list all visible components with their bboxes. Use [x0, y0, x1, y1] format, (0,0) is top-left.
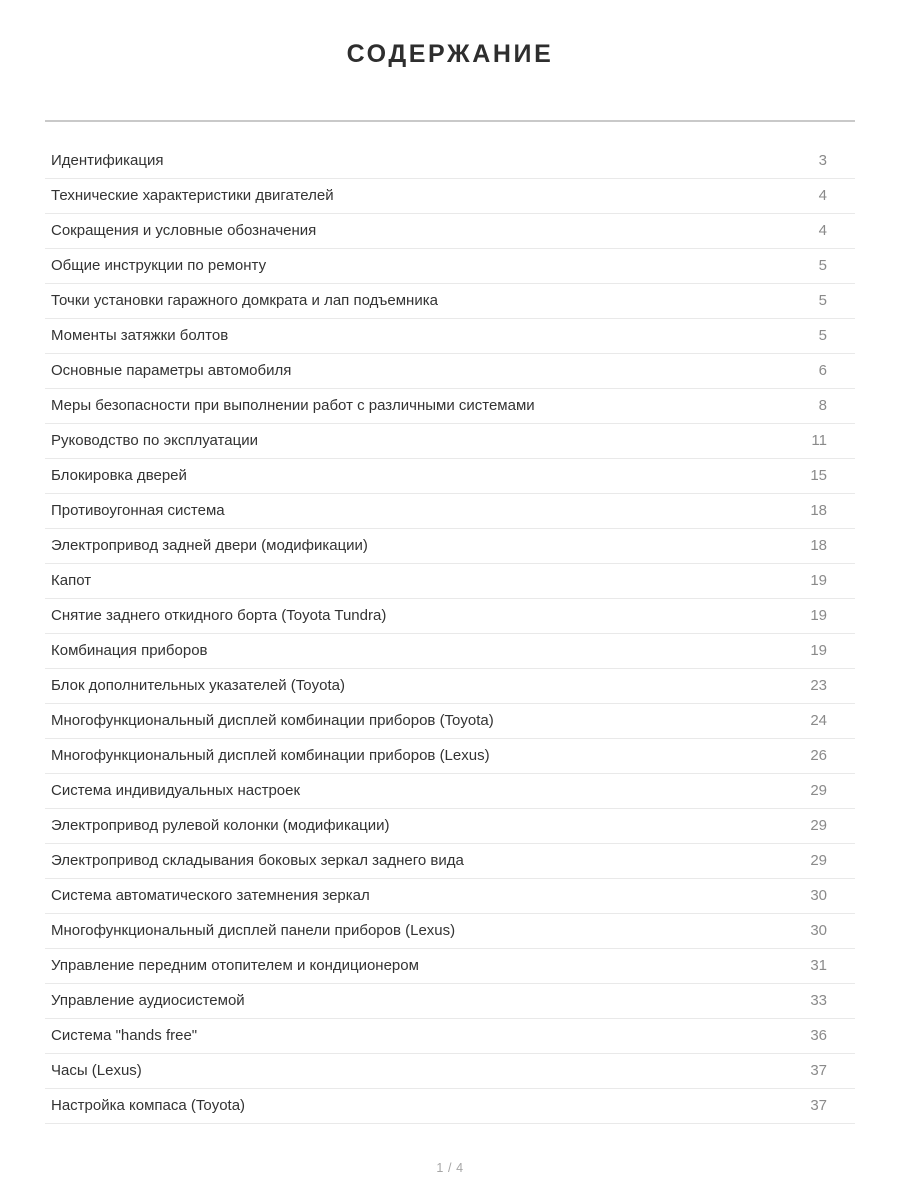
toc-entry-page: 11: [757, 423, 855, 458]
toc-entry-page: 6: [757, 353, 855, 388]
page-footer: [0, 1136, 900, 1200]
toc-entry-title[interactable]: Блокировка дверей: [45, 458, 757, 493]
title-divider: [45, 120, 855, 122]
toc-entry-page: 30: [757, 878, 855, 913]
toc-entry-title[interactable]: Электропривод складывания боковых зеркал заднего вида: [45, 843, 757, 878]
toc-entry-page: 23: [757, 668, 855, 703]
toc-entry[interactable]: [45, 144, 855, 179]
toc-entry-page: 18: [757, 528, 855, 563]
toc-entry-title[interactable]: Электропривод задней двери (модификации): [45, 528, 757, 563]
toc-entry-page: 19: [757, 633, 855, 668]
page-title: СОДЕРЖАНИЕ: [346, 40, 554, 68]
toc-entry[interactable]: [45, 948, 855, 983]
toc-entry-page: 3: [757, 144, 855, 179]
toc-entry[interactable]: [45, 318, 855, 353]
toc-entry-title[interactable]: Электропривод рулевой колонки (модификации): [45, 808, 757, 843]
toc-entry-page: 24: [757, 703, 855, 738]
toc-entry[interactable]: [45, 633, 855, 668]
toc-entry-title[interactable]: Управление передним отопителем и кондиционером: [45, 948, 757, 983]
toc-entry-page: 29: [757, 808, 855, 843]
toc-entry-page: 8: [757, 388, 855, 423]
toc-entry[interactable]: [45, 283, 855, 318]
toc-entry-page: 19: [757, 598, 855, 633]
toc-entry-title[interactable]: Снятие заднего откидного борта (Toyota Tundra): [45, 598, 757, 633]
toc-entry-title[interactable]: Часы (Lexus): [45, 1053, 757, 1088]
toc-entry-title[interactable]: Точки установки гаражного домкрата и лап подъемника: [45, 283, 757, 318]
toc-entry-title[interactable]: Система "hands free": [45, 1018, 757, 1053]
toc-entry[interactable]: [45, 213, 855, 248]
table-of-contents: [45, 144, 855, 1124]
toc-entry[interactable]: [45, 983, 855, 1018]
toc-entry-page: 4: [757, 178, 855, 213]
toc-entry-page: 30: [757, 913, 855, 948]
toc-entry-page: 37: [757, 1053, 855, 1088]
toc-entry-title[interactable]: Капот: [45, 563, 757, 598]
toc-entry-title[interactable]: Комбинация приборов: [45, 633, 757, 668]
toc-entry[interactable]: [45, 808, 855, 843]
toc-entry-page: 37: [757, 1088, 855, 1123]
toc-entry-title[interactable]: Моменты затяжки болтов: [45, 318, 757, 353]
toc-entry[interactable]: [45, 738, 855, 773]
toc-entry[interactable]: [45, 388, 855, 423]
toc-entry-title[interactable]: Многофункциональный дисплей комбинации приборов (Lexus): [45, 738, 757, 773]
toc-entry[interactable]: [45, 423, 855, 458]
toc-entry-page: 29: [757, 843, 855, 878]
toc-entry[interactable]: [45, 913, 855, 948]
toc-entry-page: 19: [757, 563, 855, 598]
toc-entry[interactable]: [45, 1053, 855, 1088]
toc-entry[interactable]: [45, 1088, 855, 1123]
toc-entry-page: 5: [757, 248, 855, 283]
page-number-label: 1 / 4: [436, 1161, 464, 1175]
toc-entry-title[interactable]: Руководство по эксплуатации: [45, 423, 757, 458]
toc-entry-page: 18: [757, 493, 855, 528]
toc-entry-title[interactable]: Противоугонная система: [45, 493, 757, 528]
toc-body: [45, 144, 855, 1124]
toc-entry-page: 31: [757, 948, 855, 983]
toc-entry-page: 29: [757, 773, 855, 808]
toc-entry[interactable]: [45, 493, 855, 528]
toc-entry-title[interactable]: Идентификация: [45, 144, 757, 179]
toc-entry-page: 36: [757, 1018, 855, 1053]
toc-entry[interactable]: [45, 178, 855, 213]
toc-entry-title[interactable]: Настройка компаса (Toyota): [45, 1088, 757, 1123]
toc-entry-title[interactable]: Управление аудиосистемой: [45, 983, 757, 1018]
toc-entry-title[interactable]: Сокращения и условные обозначения: [45, 213, 757, 248]
toc-entry[interactable]: [45, 528, 855, 563]
toc-entry-title[interactable]: Многофункциональный дисплей панели приборов (Lexus): [45, 913, 757, 948]
toc-entry-title[interactable]: Блок дополнительных указателей (Toyota): [45, 668, 757, 703]
toc-entry-page: 15: [757, 458, 855, 493]
toc-entry[interactable]: [45, 353, 855, 388]
toc-entry[interactable]: [45, 878, 855, 913]
toc-entry[interactable]: [45, 248, 855, 283]
toc-entry-page: 5: [757, 283, 855, 318]
toc-entry[interactable]: [45, 668, 855, 703]
toc-entry[interactable]: [45, 598, 855, 633]
toc-entry-title[interactable]: Общие инструкции по ремонту: [45, 248, 757, 283]
toc-entry[interactable]: [45, 843, 855, 878]
toc-entry-title[interactable]: Система индивидуальных настроек: [45, 773, 757, 808]
toc-entry-title[interactable]: Технические характеристики двигателей: [45, 178, 757, 213]
toc-entry-page: 26: [757, 738, 855, 773]
toc-entry[interactable]: [45, 563, 855, 598]
toc-entry[interactable]: [45, 703, 855, 738]
toc-entry-page: 5: [757, 318, 855, 353]
toc-entry[interactable]: [45, 458, 855, 493]
toc-entry[interactable]: [45, 1018, 855, 1053]
toc-entry-title[interactable]: Меры безопасности при выполнении работ с различными системами: [45, 388, 757, 423]
toc-entry-page: 4: [757, 213, 855, 248]
toc-entry-title[interactable]: Система автоматического затемнения зеркал: [45, 878, 757, 913]
toc-entry-title[interactable]: Основные параметры автомобиля: [45, 353, 757, 388]
toc-entry[interactable]: [45, 773, 855, 808]
toc-entry-title[interactable]: Многофункциональный дисплей комбинации приборов (Toyota): [45, 703, 757, 738]
toc-entry-page: 33: [757, 983, 855, 1018]
